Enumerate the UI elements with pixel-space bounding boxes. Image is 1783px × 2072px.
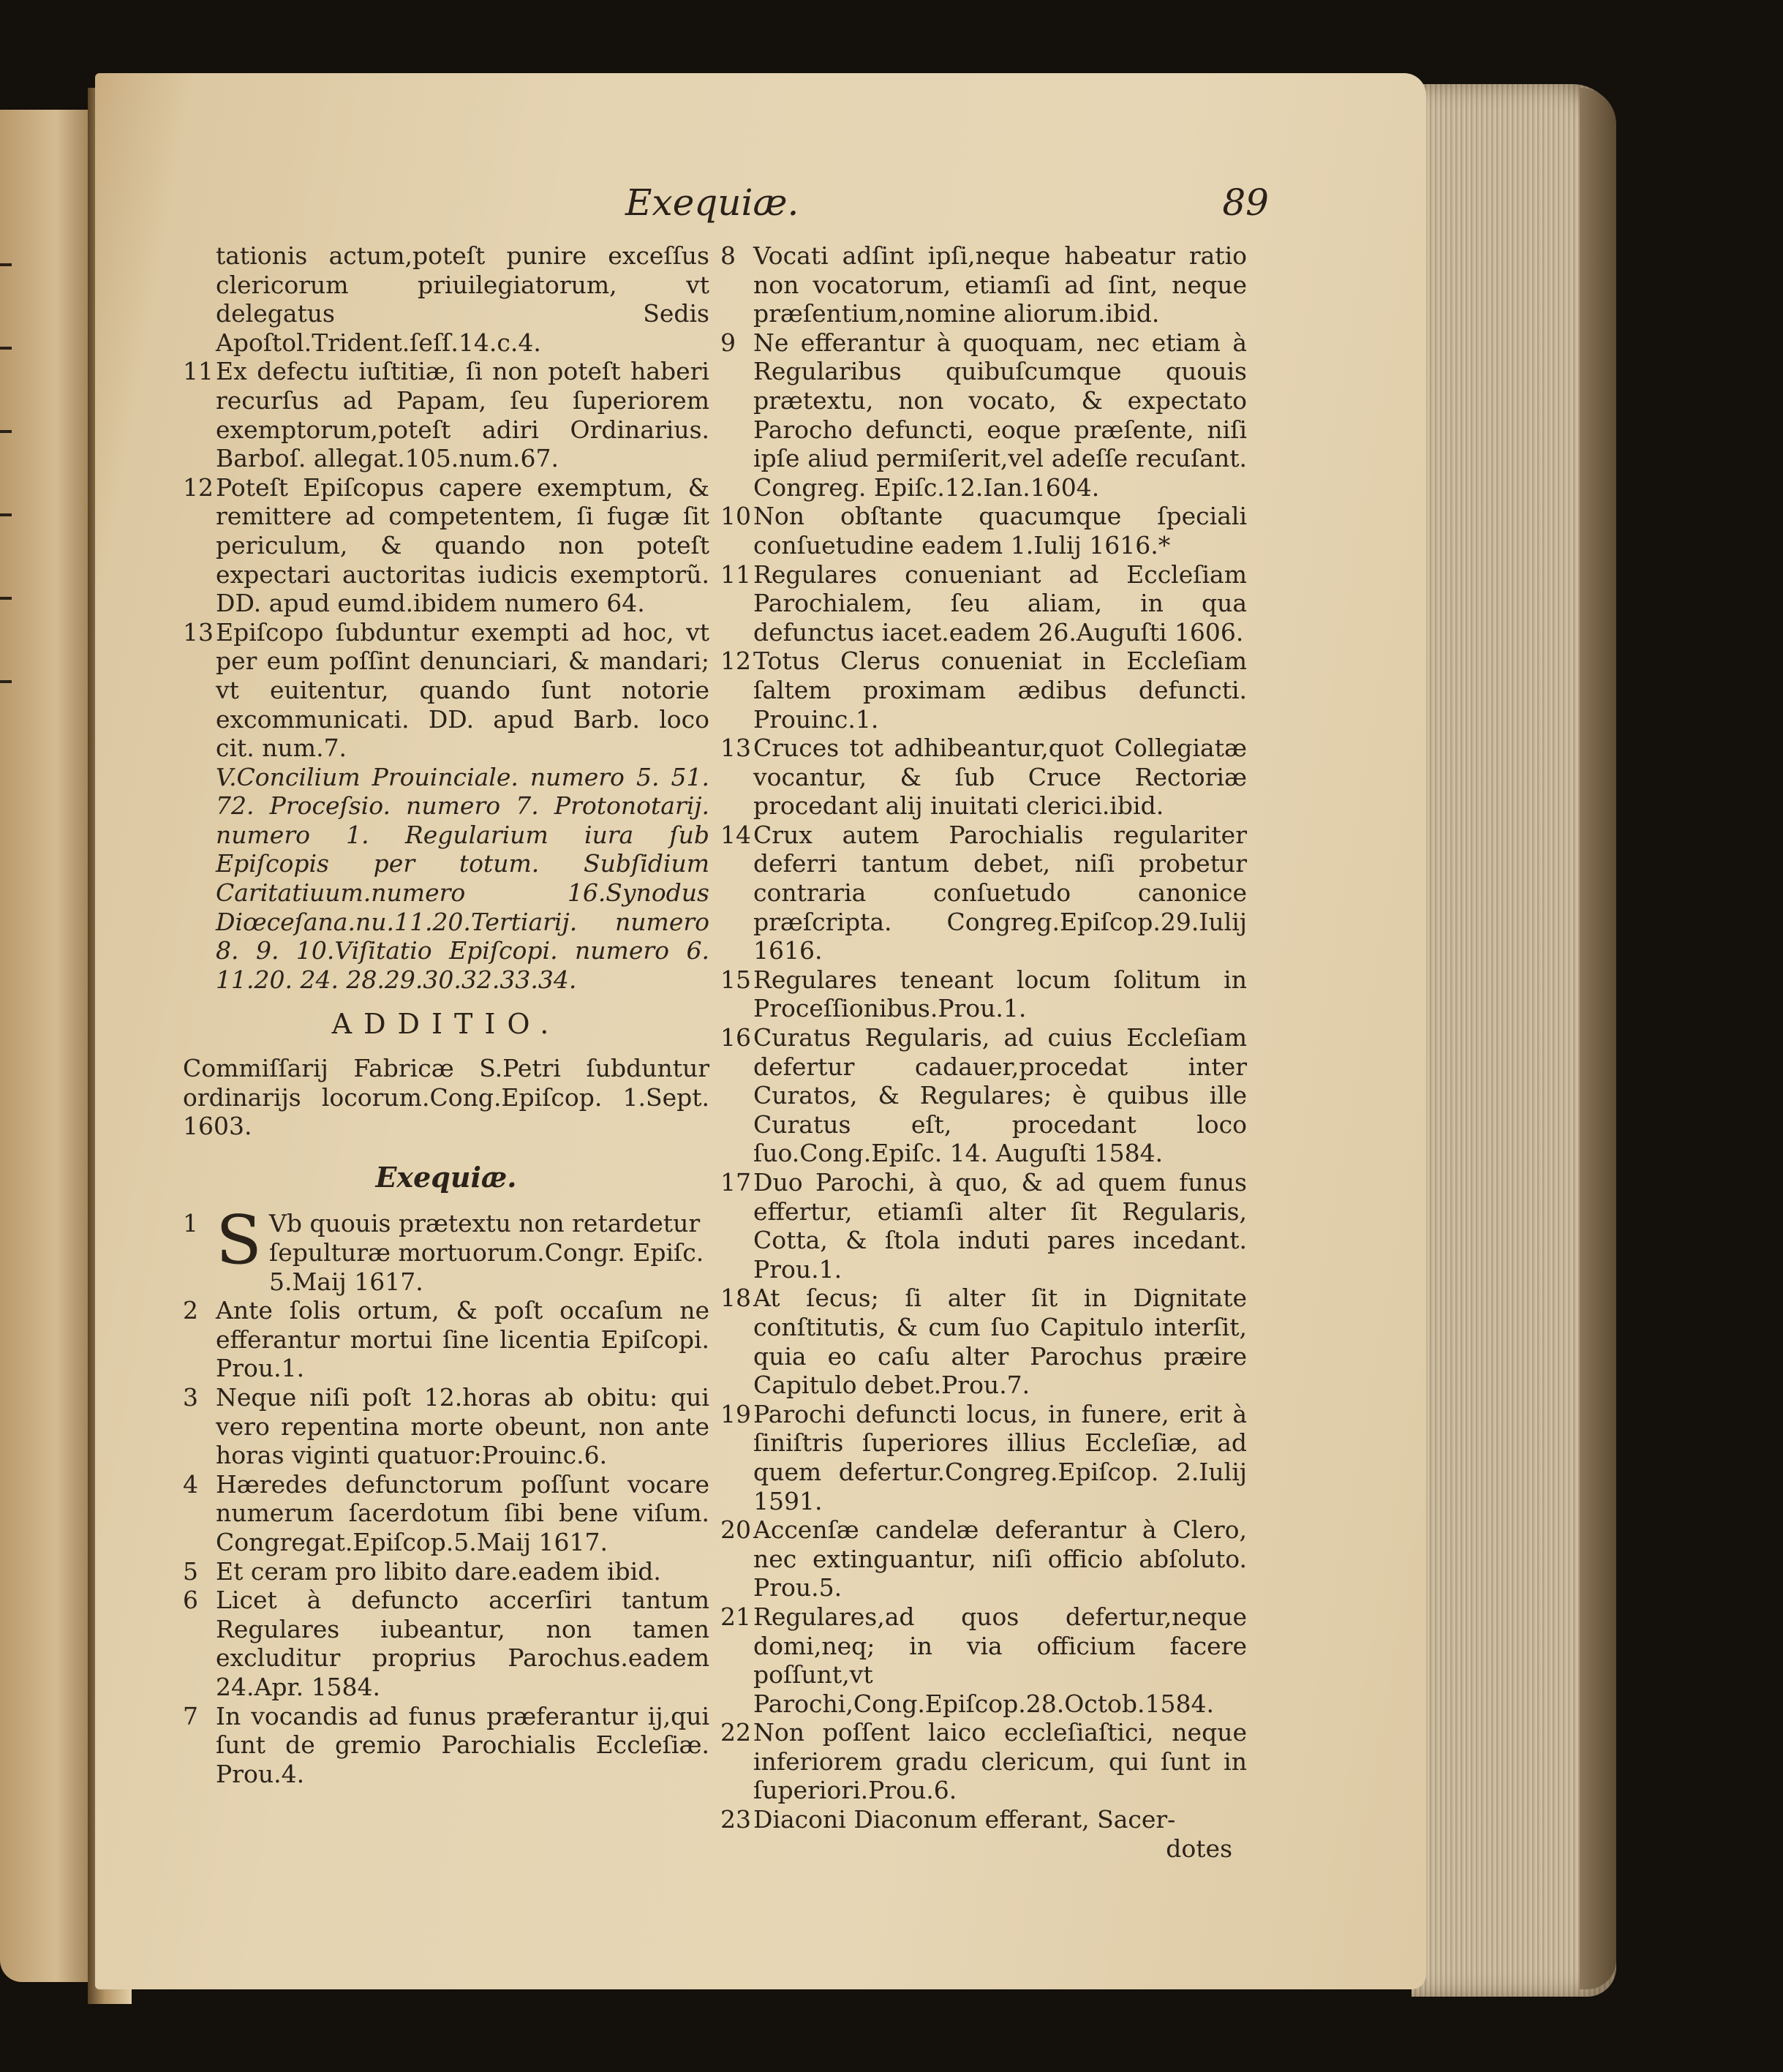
page-header — [625, 181, 1269, 233]
page-number: 89 — [1222, 181, 1269, 224]
entry-text: At ſecus; ſi alter ſit in Dignitate conſtitutis, & cum ſuo Capitulo interſit, quia eo caſu alter Parochus præire Capitulo debet.Prou.7. — [753, 1284, 1247, 1400]
exequiae-entry — [720, 241, 1247, 328]
entry-text: Epiſcopo ſubduntur exempti ad hoc, vt per eum poſſint denunciari, & mandari; vt euitentur, quando ſunt notorie excommunicati. DD. apud Barb. loco cit. num.7. — [216, 617, 709, 763]
entry-text: Accenſæ candelæ deferantur à Clero, nec extinguantur, niſi officio abſoluto. Prou.5. — [753, 1515, 1247, 1602]
entry-number: 11 — [720, 560, 751, 589]
entry-text: Et ceram pro libito dare.eadem ibid. — [216, 1556, 661, 1586]
exequiae-entry — [720, 1168, 1247, 1284]
entry-number: 1 — [183, 1209, 198, 1238]
exequiae-entry — [720, 965, 1247, 1023]
entry-number: 16 — [720, 1023, 751, 1052]
cross-reference-block: V.Concilium Prouinciale. numero 5. 51. 72. Proceſsio. numero 7. Protonotarij. numero 1. Regularium iura ſub Epiſcopis per totum. Subſidium Caritatiuum.numero 16.Synodus Diœceſana.nu.11.20.Tertiarij. numero 8. 9. 10.Viſitatio Epiſcopi. numero 6. 11.20. 24. 28.29.30.32.33.34. — [216, 762, 709, 994]
exequiae-entry — [183, 1586, 709, 1701]
left-column — [183, 241, 709, 1788]
exequiae-entry — [720, 647, 1247, 734]
exequiae-entry — [720, 1805, 1247, 1834]
entry-number: 2 — [183, 1296, 198, 1325]
left-entries — [183, 241, 709, 994]
entry-number: 15 — [720, 965, 751, 994]
entry-number: 5 — [183, 1556, 198, 1586]
entry-text: Hæredes defunctorum poſſunt vocare numerum ſacerdotum ſibi bene viſum. Congregat.Epiſcop.5.Maij 1617. — [216, 1469, 709, 1556]
previous-page-marks — [0, 263, 22, 764]
entry-number: 13 — [183, 617, 214, 647]
entry-text: Ex defectu iuſtitiæ, ſi non poteſt haberi recurſus ad Papam, ſeu ſuperiorem exemptorum,poteſt adiri Ordinarius. Barboſ. allegat.105.num.67. — [216, 357, 709, 473]
left-exequiae-entries — [183, 1296, 709, 1788]
entry-number: 14 — [720, 820, 751, 849]
right-column — [720, 241, 1247, 1863]
entry-number: 3 — [183, 1382, 198, 1412]
entry-text: Regulares,ad quos defertur,neque domi,neq; in via officium facere poſſunt,vt Parochi,Cong.Epiſcop.28.Octob.1584. — [753, 1602, 1247, 1718]
entry-text: Ne efferantur à quoquam, nec etiam à Regularibus quibuſcumque quouis prætextu, non vocato, & expectato Parocho defuncti, eoque præſente, niſi ipſe aliud permiſerit,vel adeſſe recuſant. Congreg. Epiſc.12.Ian.1604. — [753, 328, 1247, 502]
entry-text: Duo Parochi, à quo, & ad quem funus effertur, etiamſi alter ſit Regularis, Cotta, & ſtola induti pares incedant. Prou.1. — [753, 1168, 1247, 1284]
entry-text: Diaconi Diaconum efferant, Sacer- — [753, 1805, 1176, 1834]
entry-number: 4 — [183, 1469, 198, 1499]
exequiae-entry-1 — [183, 1201, 709, 1296]
entry-text: tationis actum,poteſt punire exceſſus clericorum priuilegiatorum, vt delegatus Sedis Apoſtol.Trident.ſeſſ.14.c.4. — [216, 241, 709, 357]
exequiae-entry — [183, 1383, 709, 1470]
exequiae-entry — [720, 821, 1247, 965]
exequiae-entry — [720, 1400, 1247, 1515]
exequiae-title: Exequiæ. — [375, 1160, 517, 1194]
running-title: Exequiæ. — [625, 181, 799, 224]
entry-number: 7 — [183, 1701, 198, 1730]
entry-number: 21 — [720, 1602, 751, 1631]
entry-number: 17 — [720, 1168, 751, 1197]
exequiae-entry — [720, 1515, 1247, 1602]
entry-text: Non poſſent laico eccleſiaſtici, neque inferiorem gradu clericum, qui ſunt in ſuperiori.Prou.6. — [753, 1718, 1247, 1805]
entry-text: Vb quouis prætextu non retardetur ſepulturæ mortuorum.Congr. Epiſc. 5.Maij 1617. — [269, 1209, 704, 1296]
entry-text: Vocati adſint ipſi,neque habeatur ratio non vocatorum, etiamſi ad ſint, neque præſentium,nomine aliorum.ibid. — [753, 241, 1247, 328]
entry-number: 6 — [183, 1586, 198, 1615]
entry-text: Licet à defuncto accerſiri tantum Regulares iubeantur, non tamen excluditur proprius Parochus.eadem 24.Apr. 1584. — [216, 1586, 709, 1701]
exequiae-entry — [720, 560, 1247, 647]
left-entry — [183, 241, 709, 357]
entry-text: Neque niſi poſt 12.horas ab obitu: qui vero repentina morte obeunt, non ante horas viginti quatuor:Prouinc.6. — [216, 1382, 709, 1470]
left-entry — [183, 357, 709, 472]
entry-number: 22 — [720, 1718, 751, 1747]
left-entry — [183, 618, 709, 763]
additio-heading: ADDITIO. — [331, 1008, 561, 1041]
exequiae-entry — [183, 1557, 709, 1586]
entry-text: Regulares teneant locum ſolitum in Proceſſionibus.Prou.1. — [753, 965, 1247, 1023]
entry-text: Cruces tot adhibeantur,quot Collegiatæ vocantur, & ſub Cruce Rectoriæ procedant alij inuitati clerici.ibid. — [753, 734, 1247, 821]
entry-number: 8 — [720, 241, 736, 270]
exequiae-entry — [720, 1023, 1247, 1168]
entry-number: 10 — [720, 502, 751, 531]
book-cover-edge — [1580, 88, 1616, 1989]
entry-text: In vocandis ad funus præferantur ij,qui ſunt de gremio Parochialis Eccleſiæ. Prou.4. — [216, 1701, 709, 1788]
exequiae-entry — [183, 1296, 709, 1383]
entry-number: 19 — [720, 1399, 751, 1428]
entry-text: Regulares conueniant ad Eccleſiam Parochialem, ſeu aliam, in qua defunctus iacet.eadem 26.Auguſti 1606. — [753, 560, 1247, 647]
additio-text: Commiſſarij Fabricæ S.Petri ſubduntur ordinarijs locorum.Cong.Epiſcop. 1.Sept. 1603. — [183, 1054, 709, 1141]
left-entry — [183, 473, 709, 618]
exequiae-entry — [720, 1718, 1247, 1805]
entry-number: 12 — [183, 472, 214, 502]
exequiae-entry — [720, 1602, 1247, 1718]
catchword: dotes — [1166, 1834, 1232, 1863]
exequiae-entry — [720, 328, 1247, 502]
entry-number: 18 — [720, 1284, 751, 1313]
entry-text: Crux autem Parochialis regulariter deferri tantum debet, niſi probetur contraria conſuetudo canonice præſcripta. Congreg.Epiſcop.29.Iulij 1616. — [753, 820, 1247, 965]
entry-number: 9 — [720, 328, 736, 357]
entry-text: Curatus Regularis, ad cuius Eccleſiam defertur cadauer,procedat inter Curatos, & Regulares; è quibus ille Curatus eſt, procedant loco ſuo.Cong.Epiſc. 14. Auguſti 1584. — [753, 1023, 1247, 1168]
entry-text: Poteſt Epiſcopus capere exemptum, & remittere ad competentem, ſi fugæ ſit periculum, & quando non poteſt expectari auctoritas iudicis exemptorũ. DD. apud eumd.ibidem numero 64. — [216, 472, 709, 618]
exequiae-entry — [183, 1702, 709, 1789]
exequiae-entry — [183, 1470, 709, 1557]
entry-number: 11 — [183, 357, 214, 386]
entry-text: Parochi defuncti locus, in funere, erit à ſiniſtris ſuperiores illius Eccleſiæ, ad quem defertur.Congreg.Epiſcop. 2.Iulij 1591. — [753, 1399, 1247, 1515]
right-entries — [720, 241, 1247, 1834]
exequiae-entry — [720, 734, 1247, 821]
entry-number: 12 — [720, 647, 751, 676]
drop-cap: S — [216, 1201, 263, 1280]
entry-number: 20 — [720, 1515, 751, 1545]
entry-number: 23 — [720, 1805, 751, 1834]
entry-number: 13 — [720, 734, 751, 763]
entry-text: Non obſtante quacumque ſpeciali conſuetudine eadem 1.Iulij 1616.* — [753, 502, 1247, 560]
exequiae-entry — [720, 1284, 1247, 1399]
entry-text: Ante ſolis ortum, & poſt occaſum ne efferantur mortui ſine licentia Epiſcopi. Prou.1. — [216, 1296, 709, 1383]
exequiae-entry — [720, 502, 1247, 560]
entry-text: Totus Clerus conueniat in Eccleſiam ſaltem proximam ædibus defuncti. Prouinc.1. — [753, 647, 1247, 734]
